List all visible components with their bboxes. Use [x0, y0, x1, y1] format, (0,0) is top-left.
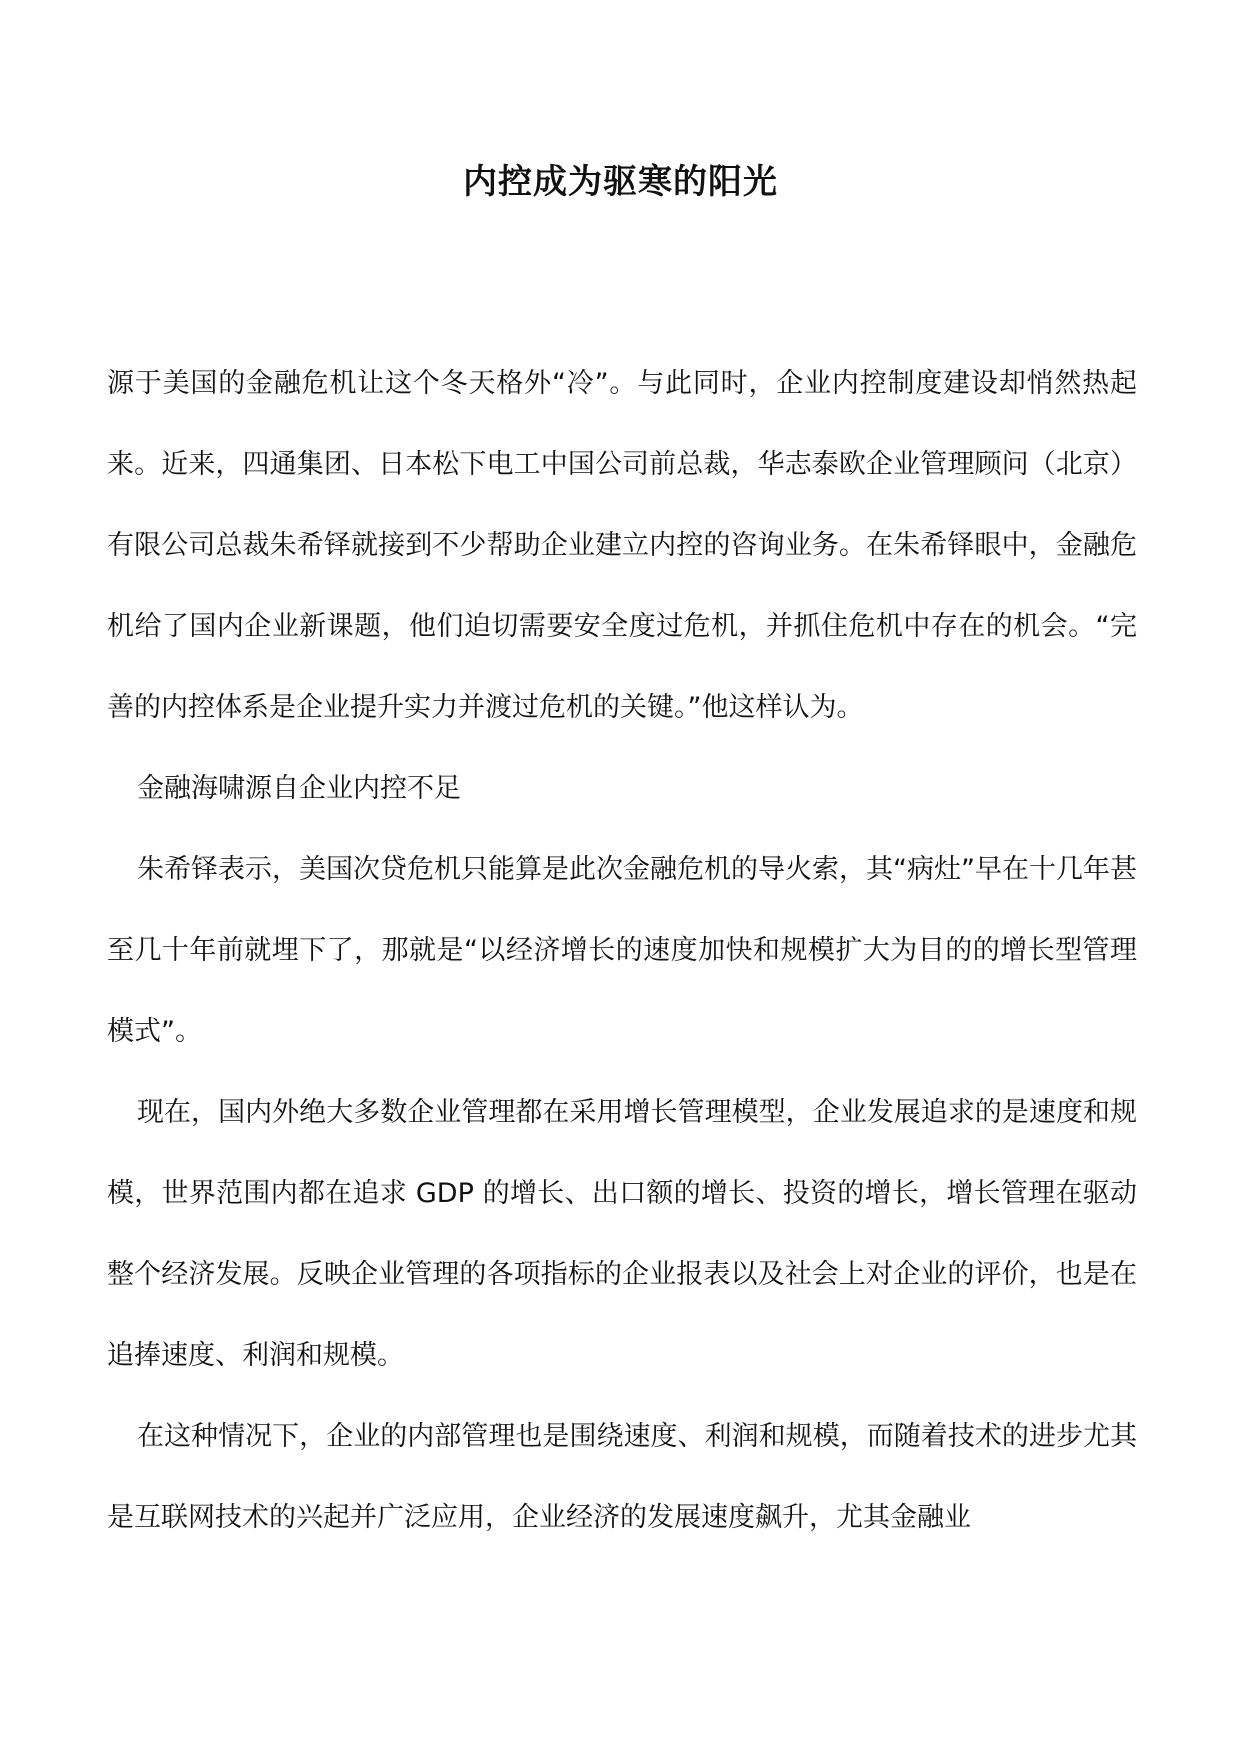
paragraph-zhu-statement: 朱希铎表示，美国次贷危机只能算是此次金融危机的导火索，其“病灶”早在十几年甚至几十年前就埋下了，那就是“以经济增长的速度加快和规模扩大为目的的增长型管理模式”。	[107, 854, 1137, 1047]
paragraph-intro: 源于美国的金融危机让这个冬天格外“冷”。与此同时，企业内控制度建设却悄然热起来。近来，四通集团、日本松下电工中国公司前总裁，华志泰欧企业管理顾问（北京）有限公司总裁朱希铎就接到不少帮助企业建立内控的咨询业务。在朱希铎眼中，金融危机给了国内企业新课题，他们迫切需要安全度过危机，并抓住危机中存在的机会。“完善的内控体系是企业提升实力并渡过危机的关键。”他这样认为。	[107, 368, 1137, 723]
document-body	[107, 343, 1137, 1558]
section-heading: 金融海啸源自企业内控不足	[137, 773, 461, 804]
paragraph-growth-management: 现在，国内外绝大多数企业管理都在采用增长管理模型，企业发展追求的是速度和规模，世界范围内都在追求 GDP 的增长、出口额的增长、投资的增长，增长管理在驱动整个经济发展。反映企业管理的各项指标的企业报表以及社会上对企业的评价，也是在追捧速度、利润和规模。	[107, 1097, 1137, 1371]
paragraph-internal-management: 在这种情况下，企业的内部管理也是围绕速度、利润和规模，而随着技术的进步尤其是互联网技术的兴起并广泛应用，企业经济的发展速度飙升，尤其金融业	[107, 1421, 1137, 1533]
document-title: 内控成为驱寒的阳光	[463, 162, 778, 202]
